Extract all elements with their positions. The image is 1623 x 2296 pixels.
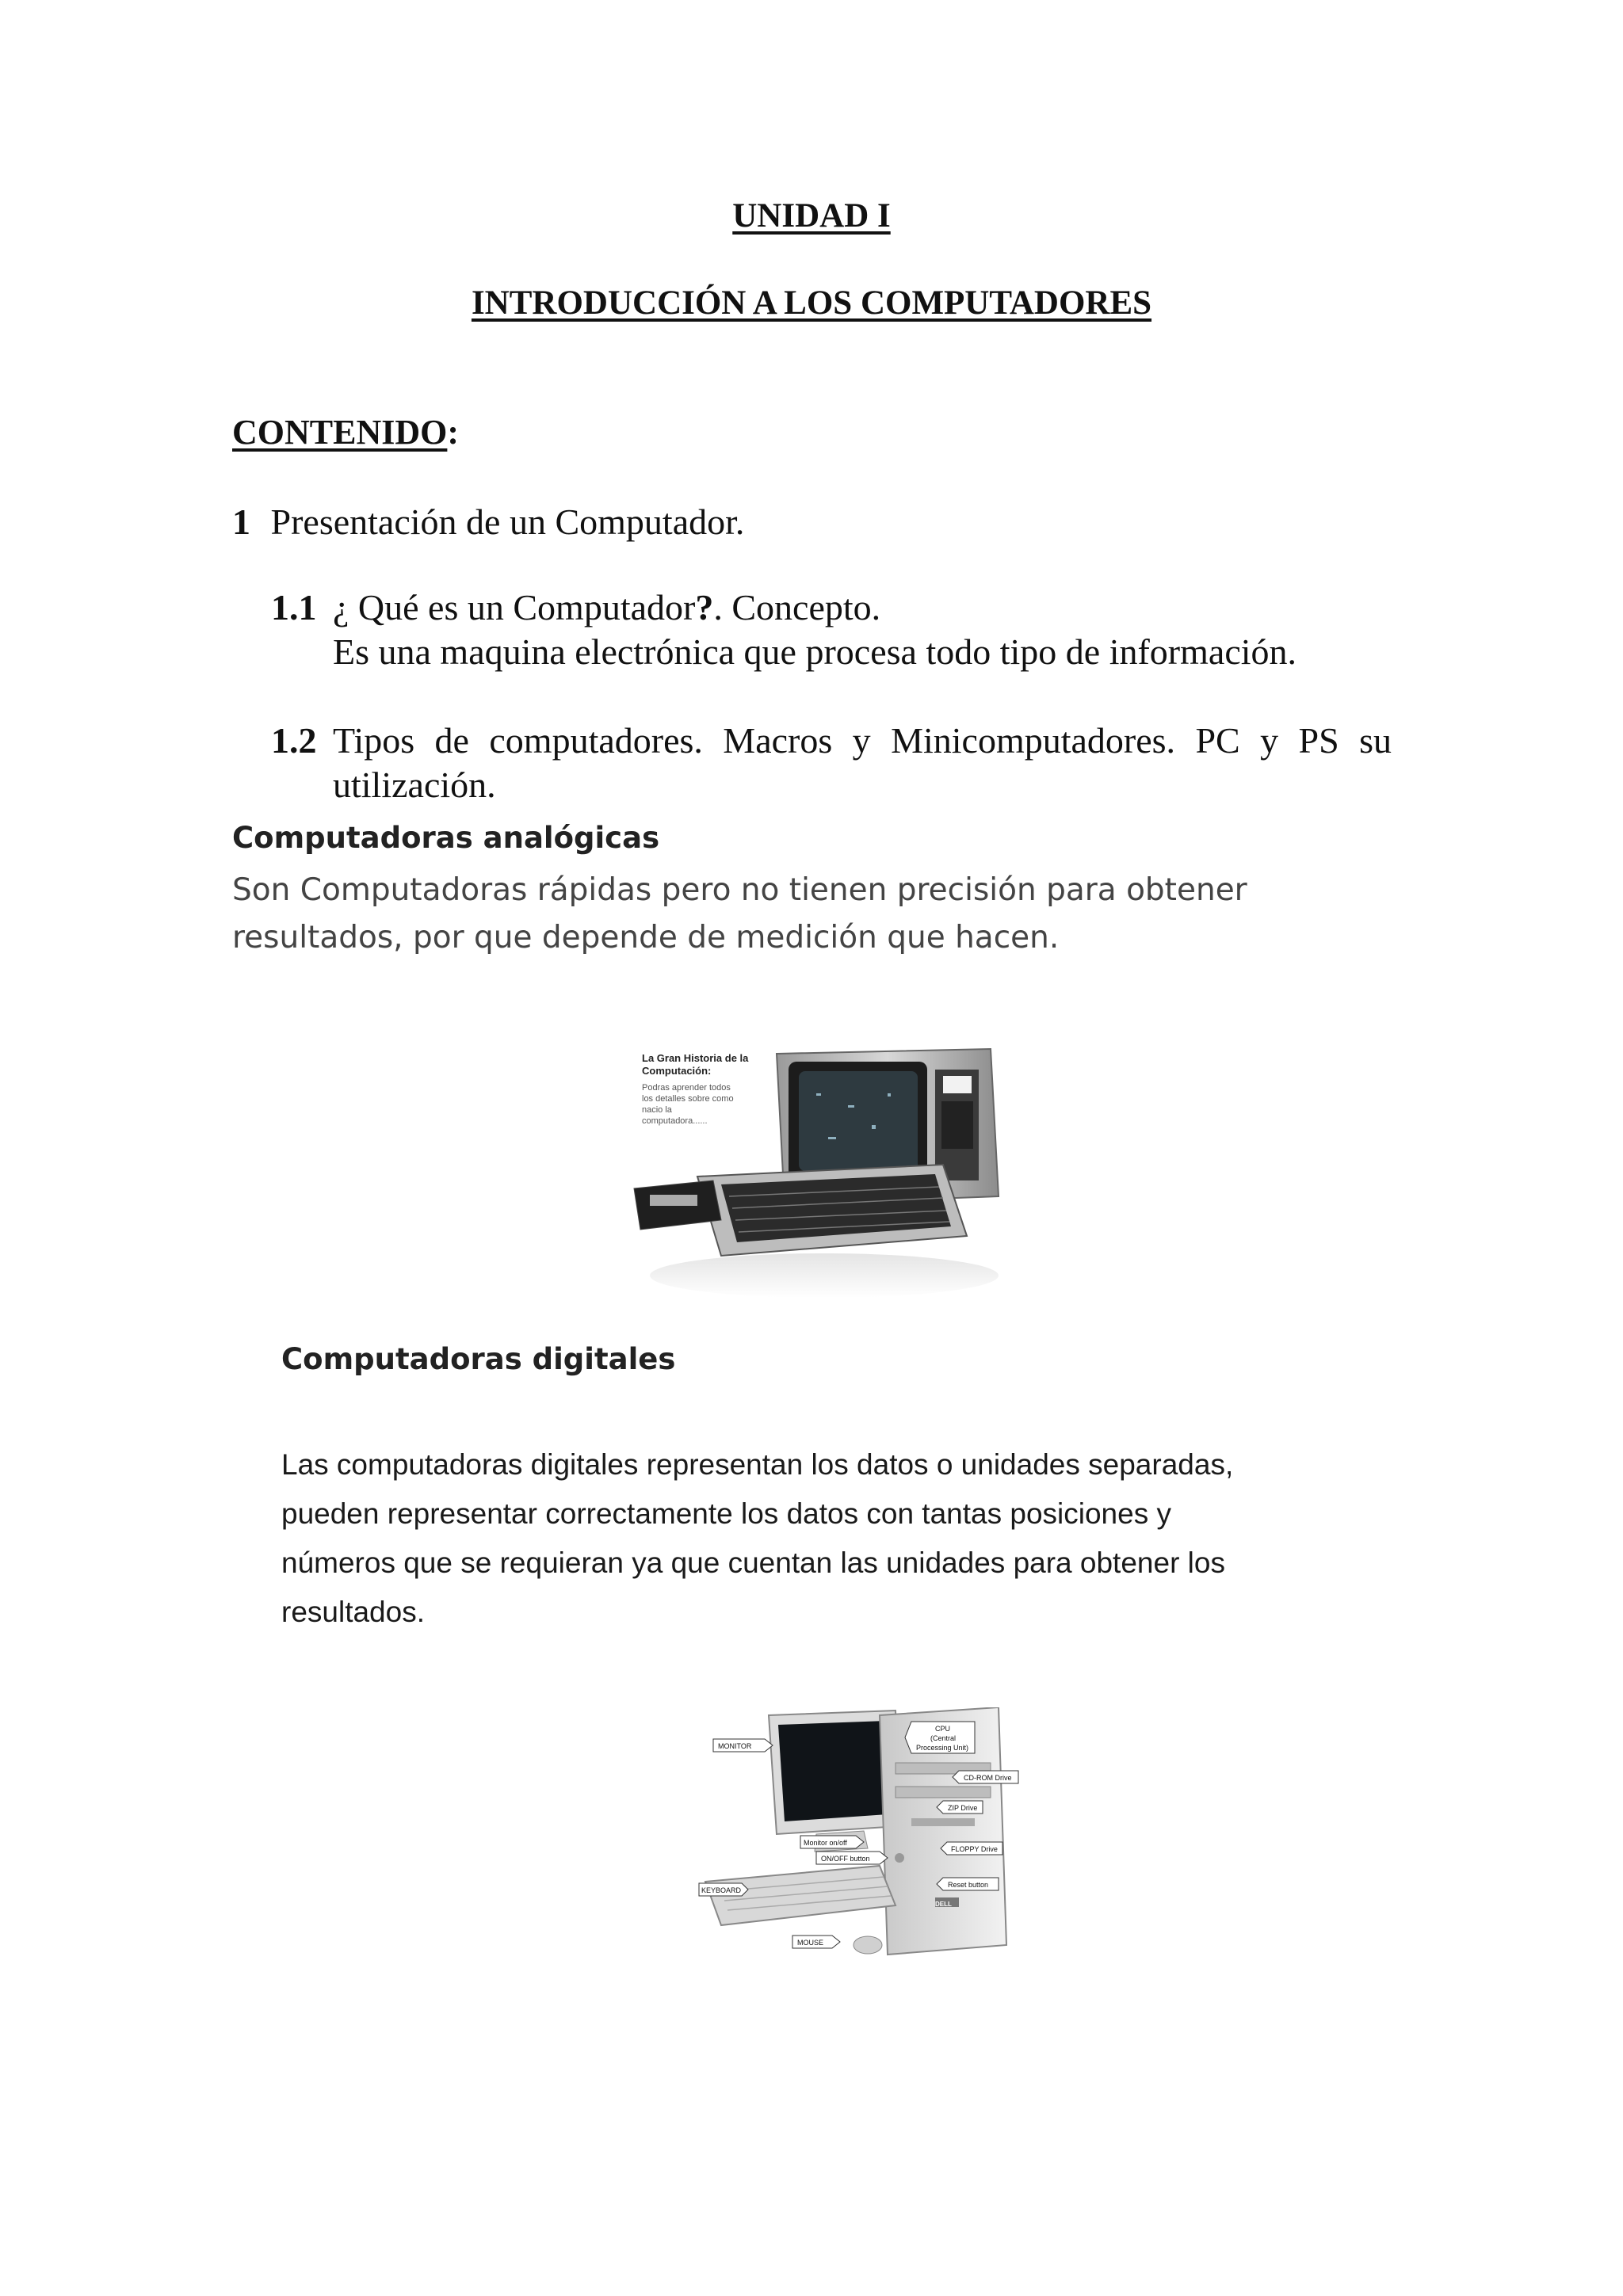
digital-heading: Computadoras digitales [281, 1342, 676, 1376]
item-number: 1.2 [271, 720, 317, 761]
analog-line-2: resultados, por que depende de medición que hacen. [232, 920, 1060, 955]
label-cpu-1: CPU [935, 1725, 951, 1733]
unit-title: UNIDAD I [732, 197, 891, 235]
contents-heading [232, 412, 459, 452]
label-cdrom: CD-ROM Drive [964, 1774, 1012, 1782]
digital-line-2: pueden representar correctamente los datos con tantas posiciones y [281, 1497, 1171, 1530]
page-title: INTRODUCCIÓN A LOS COMPUTADORES [471, 284, 1152, 322]
label-onoff-button: ON/OFF button [821, 1855, 870, 1863]
contents-item-1-1-line1 [333, 586, 880, 628]
digital-line-3: números que se requieran ya que cuentan las unidades para obtener los [281, 1547, 1225, 1579]
contents-item-1-1-line2: Es una maquina electrónica que procesa todo tipo de información. [333, 631, 1297, 672]
image-caption-line-4: computadora...... [642, 1116, 708, 1126]
image-caption-line-3: nacio la [642, 1105, 672, 1115]
image-caption-line-1: Podras aprender todos [642, 1083, 731, 1093]
digital-computer-diagram [697, 1707, 1030, 1977]
analog-heading: Computadoras analógicas [232, 821, 660, 855]
item-number: 1.1 [271, 587, 317, 627]
item-number: 1 [232, 502, 250, 542]
contents-item-1-2-line2: utilización. [333, 765, 496, 805]
item-text: Presentación de un Computador. [270, 502, 745, 542]
label-monitor: MONITOR [718, 1742, 752, 1750]
analog-paragraph [232, 867, 1405, 962]
contents-item-1-2 [271, 719, 317, 761]
image-caption-title-2: Computación: [642, 1065, 712, 1077]
item-text-post: . Concepto. [713, 587, 881, 627]
label-monitor-onoff: Monitor on/off [804, 1839, 847, 1847]
label-mouse: MOUSE [797, 1939, 824, 1947]
image-caption-line-2: los detalles sobre como [642, 1094, 734, 1104]
contents-item-1 [232, 501, 744, 543]
digital-line-1: Las computadoras digitales representan los datos o unidades separadas, [281, 1448, 1234, 1481]
digital-paragraph [281, 1440, 1407, 1637]
label-floppy: FLOPPY Drive [951, 1845, 998, 1853]
image-caption-title-1: La Gran Historia de la [642, 1052, 749, 1064]
contents-item-1-2-line1: Tipos de computadores. Macros y Minicomputadores. PC y PS su [333, 720, 1392, 761]
analog-computer-image [626, 1038, 1006, 1307]
analog-line-1: Son Computadoras rápidas pero no tienen precisión para obtener [232, 872, 1247, 908]
label-brand: DELL [935, 1901, 952, 1908]
contents-heading-colon: : [447, 413, 460, 452]
item-text-bold: ? [695, 587, 714, 627]
label-zip: ZIP Drive [948, 1804, 978, 1812]
item-text-pre: ¿ Qué es un Computador [333, 587, 696, 627]
label-keyboard: KEYBOARD [701, 1886, 742, 1894]
label-cpu-3: Processing Unit) [916, 1744, 969, 1752]
digital-line-4: resultados. [281, 1596, 425, 1628]
label-reset: Reset button [948, 1881, 989, 1889]
contents-item-1-1 [271, 586, 317, 628]
label-cpu-2: (Central [930, 1734, 957, 1742]
contents-heading-label: CONTENIDO [232, 413, 448, 452]
